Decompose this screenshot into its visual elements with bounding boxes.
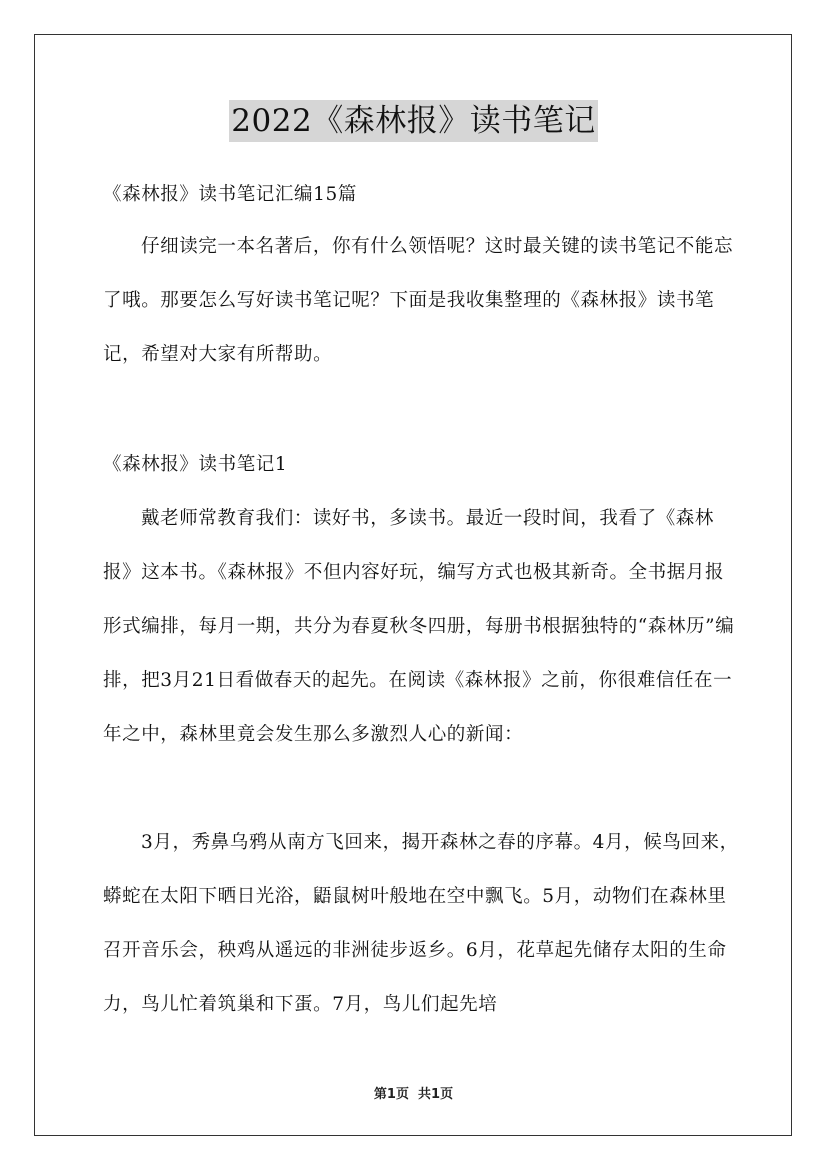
body-paragraph-1: 戴老师常教育我们：读好书，多读书。最近一段时间，我看了《森林报》这本书。《森林报》不但内容好玩，编写方式也极其新奇。全书据月报形式编排，每月一期，共分为春夏秋冬四册，每册书根据独特的“森林历”编排，把3月21日看做春天的起先。在阅读《森林报》之前，你很难信任在一年之中，森林里竟会发生那么多激烈人心的新闻： xyxy=(103,508,735,745)
document-subtitle: 《森林报》读书笔记汇编15篇 xyxy=(103,184,357,205)
section-heading: 《森林报》读书笔记1 xyxy=(103,454,288,475)
body-paragraph-2: 3月，秀鼻乌鸦从南方飞回来，揭开森林之春的序幕。4月，候鸟回来，蟒蛇在太阳下晒日光浴，鼯鼠树叶般地在空中飘飞。5月，动物们在森林里召开音乐会，秧鸡从遥远的非洲徒步返乡。6月，花草起先储存太阳的生命力，鸟儿忙着筑巢和下蛋。7月，鸟儿们起先培 xyxy=(103,832,739,1015)
page-footer: 第1页 共1页 xyxy=(373,1087,454,1102)
intro-paragraph: 仔细读完一本名著后，你有什么领悟呢？这时最关键的读书笔记不能忘了哦。那要怎么写好读书笔记呢？下面是我收集整理的《森林报》读书笔记，希望对大家有所帮助。 xyxy=(103,236,734,365)
document-title: 2022《森林报》读书笔记 xyxy=(229,100,597,142)
title-container xyxy=(0,100,827,142)
